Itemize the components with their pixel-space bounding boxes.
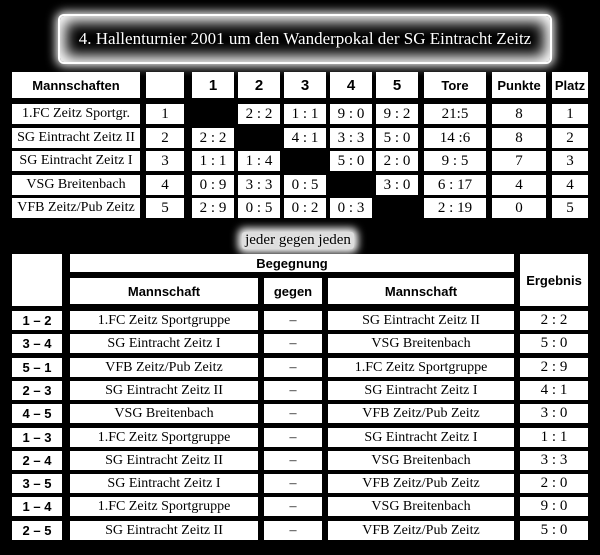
- result-cell: 0 : 3: [330, 198, 372, 218]
- team-number: 5: [146, 198, 184, 218]
- mode-label-text: jeder gegen jeden: [242, 232, 354, 249]
- away-team: SG Eintracht Zeitz II: [328, 311, 514, 330]
- place-cell: 5: [552, 198, 588, 218]
- points-cell: 7: [492, 151, 546, 171]
- result-cell: 0 : 5: [284, 175, 326, 195]
- versus-dash: –: [264, 521, 322, 540]
- col-header-team: Mannschaften: [12, 72, 140, 98]
- versus-dash: –: [264, 497, 322, 516]
- home-team: SG Eintracht Zeitz I: [70, 474, 258, 493]
- away-team: VFB Zeitz/Pub Zeitz: [328, 404, 514, 423]
- place-cell: 3: [552, 151, 588, 171]
- versus-dash: –: [264, 311, 322, 330]
- col-header-opponent: 1: [192, 72, 234, 98]
- result-cell: 3 : 0: [376, 175, 418, 195]
- match-pair: 3 – 4: [12, 334, 62, 353]
- versus-dash: –: [264, 451, 322, 470]
- away-team: SG Eintracht Zeitz I: [328, 428, 514, 447]
- match-pair: 2 – 3: [12, 381, 62, 400]
- col-header-vs: gegen: [264, 278, 322, 304]
- result-cell: 1 : 1: [284, 104, 326, 124]
- goals-cell: 6 : 17: [424, 175, 486, 195]
- team-number: 1: [146, 104, 184, 124]
- place-cell: 1: [552, 104, 588, 124]
- col-header-place: Platz: [552, 72, 588, 98]
- away-team: VSG Breitenbach: [328, 334, 514, 353]
- home-team: VSG Breitenbach: [70, 404, 258, 423]
- result-cell: 0 : 2: [284, 198, 326, 218]
- home-team: SG Eintracht Zeitz I: [70, 334, 258, 353]
- match-pair: 2 – 4: [12, 451, 62, 470]
- team-number: 3: [146, 151, 184, 171]
- result-cell: 5 : 0: [330, 151, 372, 171]
- versus-dash: –: [264, 358, 322, 377]
- result-cell: 3 : 3: [238, 175, 280, 195]
- home-team: SG Eintracht Zeitz II: [70, 451, 258, 470]
- col-header-opponent: 2: [238, 72, 280, 98]
- points-cell: 4: [492, 175, 546, 195]
- col-header-goals: Tore: [424, 72, 486, 98]
- match-pair: 3 – 5: [12, 474, 62, 493]
- col-header-opponent: 3: [284, 72, 326, 98]
- col-header-home: Mannschaft: [70, 278, 258, 304]
- home-team: 1.FC Zeitz Sportgruppe: [70, 428, 258, 447]
- home-team: 1.FC Zeitz Sportgruppe: [70, 497, 258, 516]
- match-result: 2 : 9: [520, 358, 588, 377]
- result-cell: 1 : 4: [238, 151, 280, 171]
- col-header-points: Punkte: [492, 72, 546, 98]
- col-header-opponent: 4: [330, 72, 372, 98]
- match-pair: 1 – 4: [12, 497, 62, 516]
- match-pair: 2 – 5: [12, 521, 62, 540]
- team-number: 4: [146, 175, 184, 195]
- versus-dash: –: [264, 381, 322, 400]
- match-pair: 5 – 1: [12, 358, 62, 377]
- team-name: SG Eintracht Zeitz II: [12, 128, 140, 148]
- result-cell: 4 : 1: [284, 128, 326, 148]
- away-team: SG Eintracht Zeitz I: [328, 381, 514, 400]
- match-result: 2 : 2: [520, 311, 588, 330]
- match-result: 3 : 0: [520, 404, 588, 423]
- place-cell: 2: [552, 128, 588, 148]
- goals-cell: 2 : 19: [424, 198, 486, 218]
- home-team: 1.FC Zeitz Sportgruppe: [70, 311, 258, 330]
- diagonal-cell: [284, 151, 326, 171]
- result-cell: 9 : 2: [376, 104, 418, 124]
- team-name: 1.FC Zeitz Sportgr.: [12, 104, 140, 124]
- result-cell: 3 : 3: [330, 128, 372, 148]
- col-header-away: Mannschaft: [328, 278, 514, 304]
- col-header-opponent: 5: [376, 72, 418, 98]
- points-cell: 8: [492, 104, 546, 124]
- result-cell: 2 : 0: [376, 151, 418, 171]
- versus-dash: –: [264, 404, 322, 423]
- team-number: 2: [146, 128, 184, 148]
- match-pair: 1 – 3: [12, 428, 62, 447]
- home-team: SG Eintracht Zeitz II: [70, 381, 258, 400]
- goals-cell: 21:5: [424, 104, 486, 124]
- result-cell: 2 : 2: [192, 128, 234, 148]
- result-cell: 1 : 1: [192, 151, 234, 171]
- away-team: VFB Zeitz/Pub Zeitz: [328, 474, 514, 493]
- result-cell: 9 : 0: [330, 104, 372, 124]
- team-name: SG Eintracht Zeitz I: [12, 151, 140, 171]
- match-result: 4 : 1: [520, 381, 588, 400]
- away-team: 1.FC Zeitz Sportgruppe: [328, 358, 514, 377]
- result-cell: 0 : 9: [192, 175, 234, 195]
- away-team: VFB Zeitz/Pub Zeitz: [328, 521, 514, 540]
- versus-dash: –: [264, 428, 322, 447]
- match-result: 2 : 0: [520, 474, 588, 493]
- team-name: VFB Zeitz/Pub Zeitz: [12, 198, 140, 218]
- match-pair: 1 – 2: [12, 311, 62, 330]
- match-result: 5 : 0: [520, 521, 588, 540]
- place-cell: 4: [552, 175, 588, 195]
- match-result: 5 : 0: [520, 334, 588, 353]
- result-cell: 0 : 5: [238, 198, 280, 218]
- title-text: 4. Hallenturnier 2001 um den Wanderpokal der SG Eintracht Zeitz: [78, 29, 532, 48]
- team-name: VSG Breitenbach: [12, 175, 140, 195]
- away-team: VSG Breitenbach: [328, 451, 514, 470]
- goals-cell: 9 : 5: [424, 151, 486, 171]
- versus-dash: –: [264, 334, 322, 353]
- tournament-title: [58, 14, 552, 64]
- diagonal-cell: [238, 128, 280, 148]
- versus-dash: –: [264, 474, 322, 493]
- result-cell: 2 : 9: [192, 198, 234, 218]
- diagonal-cell: [376, 198, 418, 218]
- points-cell: 8: [492, 128, 546, 148]
- away-team: VSG Breitenbach: [328, 497, 514, 516]
- match-result: 9 : 0: [520, 497, 588, 516]
- home-team: SG Eintracht Zeitz II: [70, 521, 258, 540]
- diagonal-cell: [330, 175, 372, 195]
- goals-cell: 14 :6: [424, 128, 486, 148]
- points-cell: 0: [492, 198, 546, 218]
- col-header-no: [146, 72, 184, 98]
- match-result: 3 : 3: [520, 451, 588, 470]
- col-header-result: Ergebnis: [520, 254, 588, 306]
- match-result: 1 : 1: [520, 428, 588, 447]
- match-pair: 4 – 5: [12, 404, 62, 423]
- group-header-begegnung: Begegnung: [70, 254, 514, 272]
- mode-label: [230, 231, 366, 249]
- result-cell: 5 : 0: [376, 128, 418, 148]
- diagonal-cell: [192, 104, 234, 124]
- home-team: VFB Zeitz/Pub Zeitz: [70, 358, 258, 377]
- result-cell: 2 : 2: [238, 104, 280, 124]
- matches-corner: [12, 254, 62, 306]
